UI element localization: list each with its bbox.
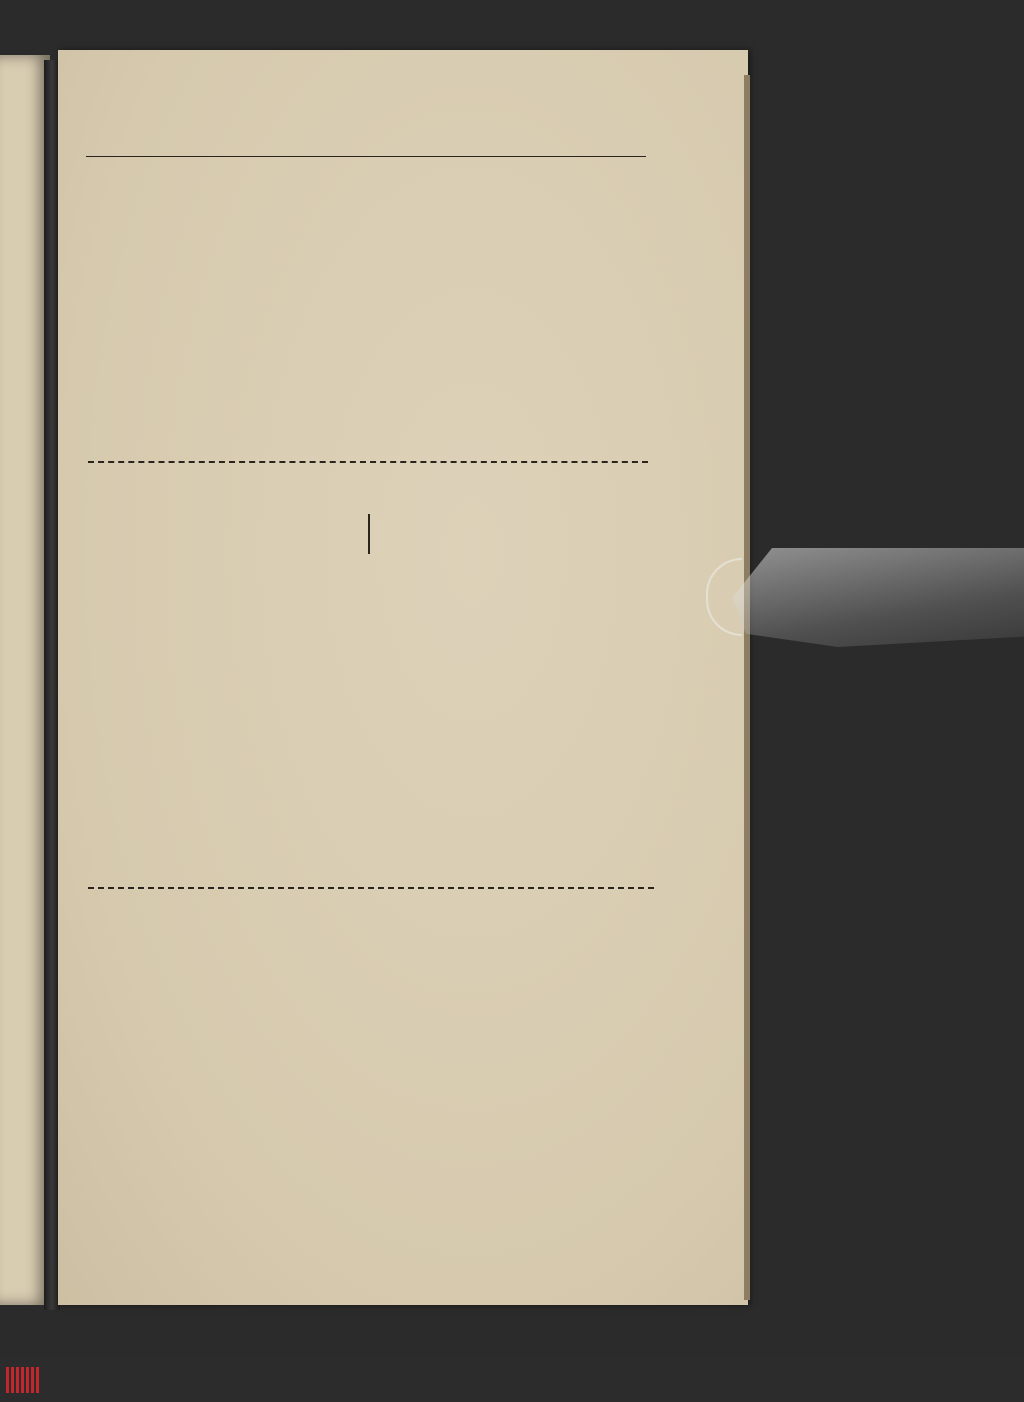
header-rule (86, 156, 646, 157)
left-facing-page (0, 55, 50, 1305)
hab-logo-icon (6, 1367, 40, 1393)
page-edge (744, 75, 750, 1300)
summary-divider (368, 514, 370, 554)
right-page (58, 50, 748, 1305)
section-separator-2 (88, 887, 654, 889)
viewer-footer (0, 1358, 1024, 1402)
section-separator-1 (88, 461, 648, 463)
glass-page-weight (706, 548, 1024, 658)
